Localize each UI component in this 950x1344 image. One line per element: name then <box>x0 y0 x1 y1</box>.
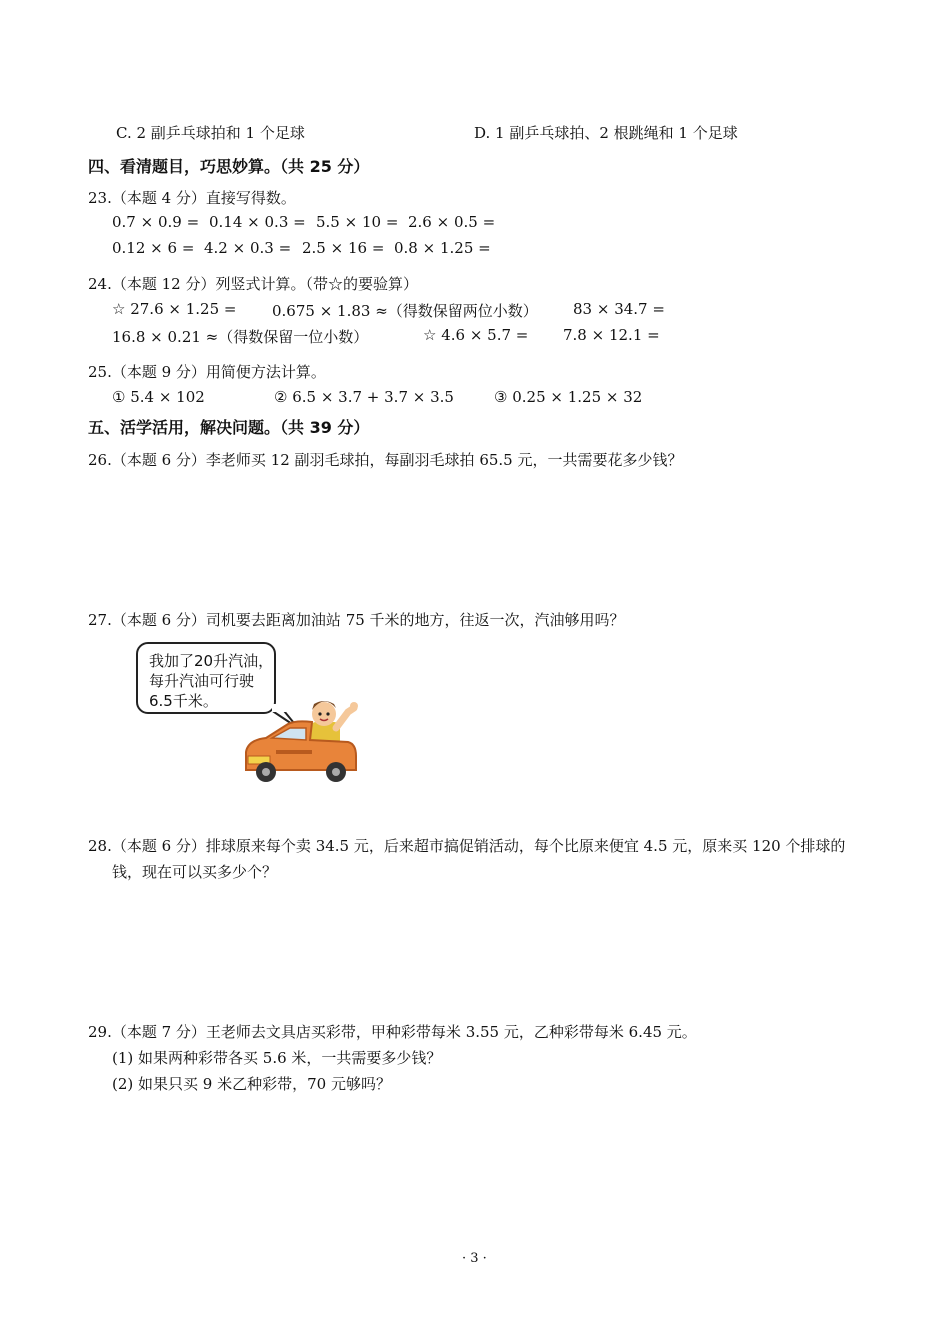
section-4-title: 四、看清题目，巧思妙算。（共 25 分） <box>88 157 370 176</box>
q24-stem: 24.（本题 12 分）列竖式计算。（带☆的要验算） <box>88 275 418 293</box>
q24-item: 16.8 × 0.21 ≈（得数保留一位小数） <box>112 328 369 346</box>
q28-line-2: 钱，现在可以买多少个？ <box>112 863 278 881</box>
bubble-line: 每升汽油可行驶 <box>149 672 255 690</box>
q29-sub-1: (1) 如果两种彩带各买 5.6 米，一共需要多少钱？ <box>112 1049 442 1067</box>
q24-item: 7.8 × 12.1 = <box>563 326 660 344</box>
bubble-line: 我加了20升汽油， <box>149 652 274 670</box>
q23-item: 0.14 × 0.3 = <box>209 213 306 231</box>
section-5-title: 五、活学活用，解决问题。（共 39 分） <box>88 418 370 437</box>
option-d: D. 1 副乒乓球拍、2 根跳绳和 1 个足球 <box>474 124 738 142</box>
q24-item: 83 × 34.7 = <box>573 300 665 318</box>
q25-stem: 25.（本题 9 分）用简便方法计算。 <box>88 363 326 381</box>
q23-item: 4.2 × 0.3 = <box>204 239 292 257</box>
q27-stem: 27.（本题 6 分）司机要去距离加油站 75 千米的地方，往返一次，汽油够用吗？ <box>88 611 625 629</box>
q29-sub-2: (2) 如果只买 9 米乙种彩带，70 元够吗？ <box>112 1075 391 1093</box>
q23-item: 0.7 × 0.9 = <box>112 213 200 231</box>
q23-stem: 23.（本题 4 分）直接写得数。 <box>88 189 296 207</box>
driver-figure <box>310 701 358 746</box>
driver-car-illustration <box>236 686 362 786</box>
page-number: · 3 · <box>462 1251 487 1266</box>
bubble-line: 6.5千米。 <box>149 692 218 710</box>
q23-item: 0.12 × 6 = <box>112 239 195 257</box>
q28-line-1: 28.（本题 6 分）排球原来每个卖 34.5 元，后来超市搞促销活动，每个比原来便宜 4.5 元，原来买 120 个排球的 <box>88 837 846 855</box>
q25-item: ② 6.5 × 3.7 + 3.7 × 3.5 <box>274 388 454 406</box>
q23-item: 5.5 × 10 = <box>316 213 399 231</box>
q23-item: 2.6 × 0.5 = <box>408 213 496 231</box>
q29-stem: 29.（本题 7 分）王老师去文具店买彩带，甲种彩带每米 3.55 元，乙种彩带每米 6.45 元。 <box>88 1023 697 1041</box>
q25-item: ① 5.4 × 102 <box>112 388 205 406</box>
q23-item: 0.8 × 1.25 = <box>394 239 491 257</box>
q24-item: ☆ 4.6 × 5.7 = <box>423 326 529 344</box>
option-c: C. 2 副乒乓球拍和 1 个足球 <box>116 124 305 142</box>
q26-stem: 26.（本题 6 分）李老师买 12 副羽毛球拍，每副羽毛球拍 65.5 元，一共需要花多少钱？ <box>88 451 683 469</box>
q23-item: 2.5 × 16 = <box>302 239 385 257</box>
q24-item: ☆ 27.6 × 1.25 = <box>112 300 237 318</box>
q24-item: 0.675 × 1.83 ≈（得数保留两位小数） <box>272 302 538 320</box>
q25-item: ③ 0.25 × 1.25 × 32 <box>494 388 643 406</box>
